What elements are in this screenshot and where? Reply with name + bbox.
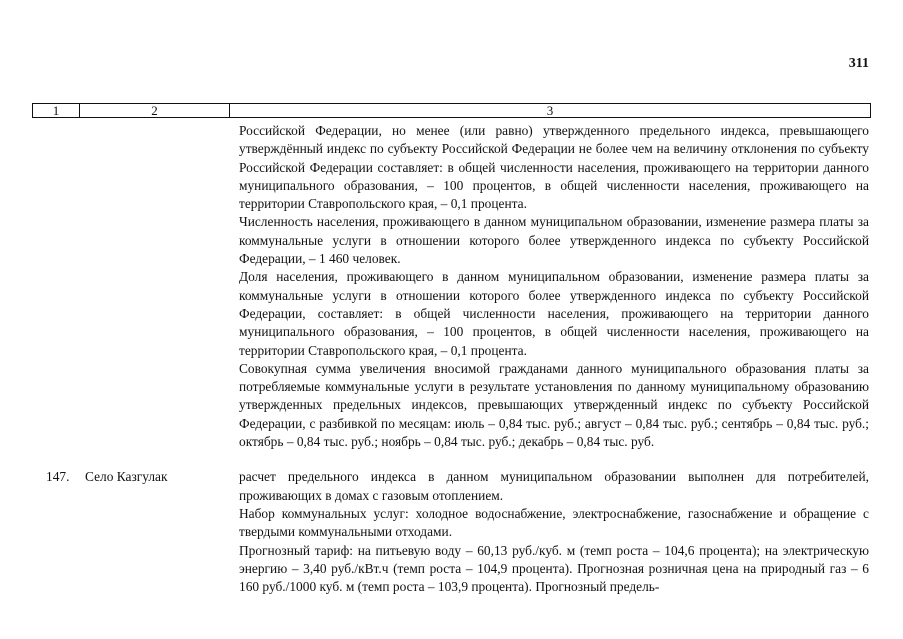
page-number: 311 — [848, 56, 869, 71]
paragraph: Совокупная сумма увеличения вносимой гражданами данного муниципального образования платы за потребляемые коммунальные услуги в результате установления по данному муниципальному образованию утвержденных предельных индексов, превышающих утвержденный индекс по субъекту Российской Федерации, с разбивкой по месяцам: июль – 0,84 тыс. руб.; август – 0,84 тыс. руб.; сентябрь – 0,84 тыс. руб.; октябрь – 0,84 тыс. руб.; ноябрь – 0,84 тыс. руб.; декабрь – 0,84 тыс. руб. — [239, 360, 869, 450]
municipality-name: Село Казгулак — [85, 469, 168, 485]
table-body — [32, 122, 871, 596]
table-row-continuation — [32, 122, 871, 451]
paragraph: расчет предельного индекса в данном муниципальном образовании выполнен для потребителей, проживающих в домах с газовым отоплением. — [239, 469, 869, 503]
paragraph: Прогнозный тариф: на питьевую воду – 60,13 руб./куб. м (темп роста – 104,6 процента); на электрическую энергию – 3,40 руб./кВт.ч (темп роста – 104,9 процента). Прогнозная розничная цена на природный газ – 6 160 руб./1000 куб. м (темп роста – 103,9 процента). Прогнозный предель- — [239, 542, 869, 595]
row-description — [239, 468, 871, 596]
municipality-name — [79, 122, 239, 451]
column-number-2: 2 — [80, 104, 230, 117]
column-number-1: 1 — [33, 104, 80, 117]
row-number: 147. — [46, 469, 70, 485]
table-row-147 — [32, 468, 871, 596]
paragraph: Российской Федерации, но менее (или равно) утвержденного предельного индекса, превышающего утверждённый индекс по субъекту Российской Федерации не более чем на величину отклонения по субъекту Российской Федерации составляет: в общей численности населения, проживающего на территории данного муниципального образования, – 100 процентов, в общей численности населения, проживающего на территории Ставропольского края, – 0,1 процента. — [239, 123, 869, 212]
paragraph: Набор коммунальных услуг: холодное водоснабжение, электроснабжение, газоснабжение и обращение с твердыми коммунальными отходами. — [239, 505, 869, 540]
row-number — [32, 122, 79, 451]
paragraph: Доля населения, проживающего в данном муниципальном образовании, изменение размера платы за коммунальные услуги в отношении которого более утвержденного индекса по субъекту Российской Федерации, составляет: в общей численности населения, проживающего на территории данного муниципального образования, – 100 процентов, в общей численности населения, проживающего на территории Ставропольского края, – 0,1 процента. — [239, 269, 869, 358]
column-number-3: 3 — [546, 103, 554, 118]
paragraph: Численность населения, проживающего в данном муниципальном образовании, изменение размера платы за коммунальные услуги в отношении которого более утвержденного индекса по субъекту Российской Федерации, – 1 460 человек. — [239, 214, 869, 267]
table-header — [32, 103, 871, 118]
row-description — [239, 122, 871, 451]
